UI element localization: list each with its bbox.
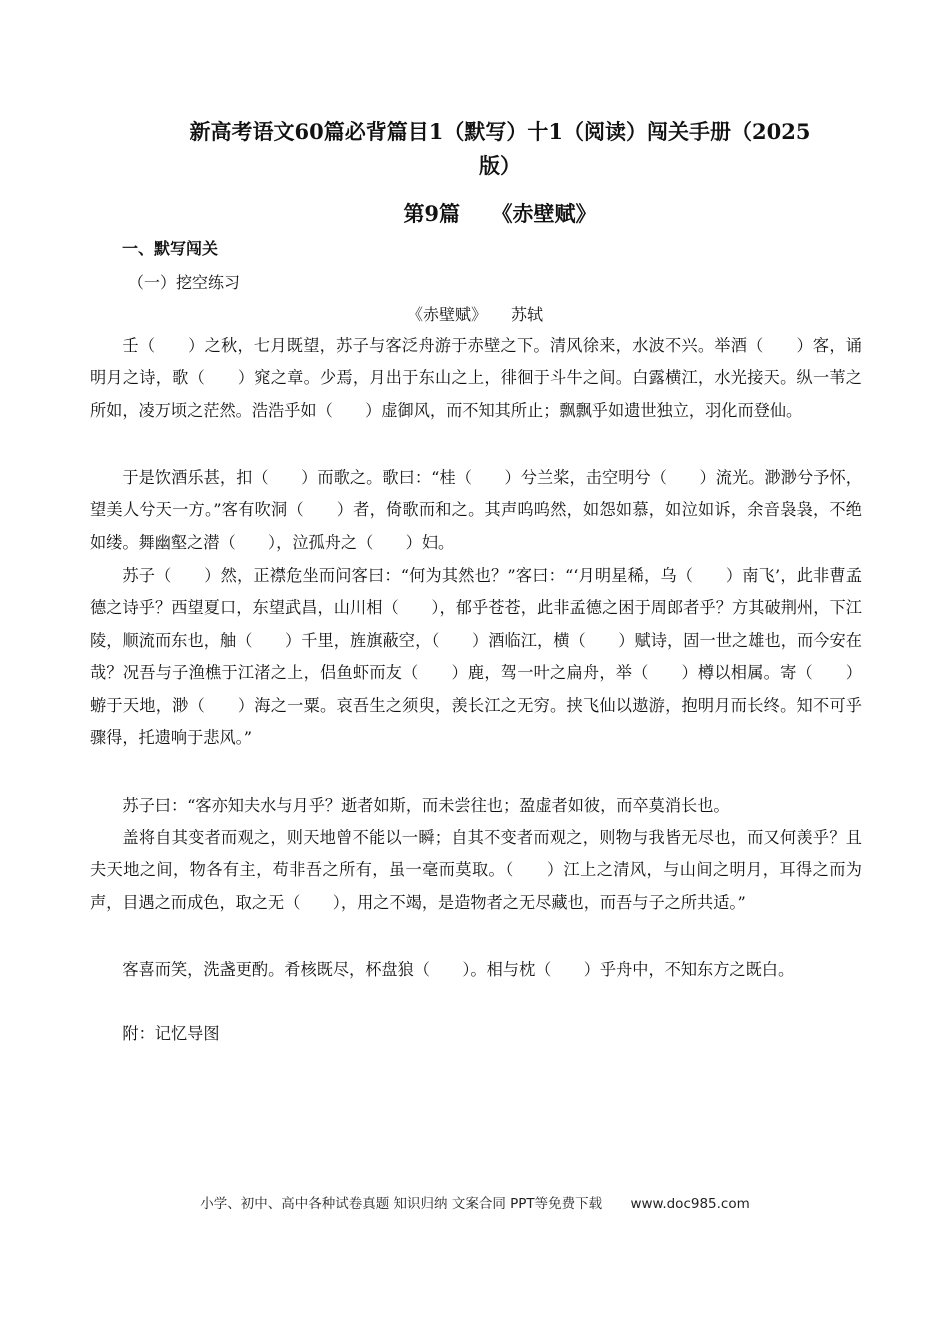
footer [90,1192,860,1212]
chapter-title: 第9篇 《赤壁赋》 [403,201,597,226]
memory-map-note: 附：记忆导图 [122,1024,220,1043]
section-heading: 一、默写闯关 [122,239,219,258]
text-title-author: 《赤壁赋》 苏轼 [406,305,543,324]
paragraph-2: 于是饮酒乐甚，扣（ ）而歌之。歌曰：“桂（ ）兮兰桨，击空明兮（ ）流光。渺渺兮予怀，望美人兮天一方。”客有吹洞（ ）者，倚歌而和之。其声呜呜然，如怨如慕，如泣如诉，余音袅袅，不绝如缕。舞幽壑之潜（ ），泣孤舟之（ ）妇。 [90,468,862,552]
paragraph-5: 盖将自其变者而观之，则天地曾不能以一瞬；自其不变者而观之，则物与我皆无尽也，而又何羡乎？且夫天地之间，物各有主，苟非吾之所有，虽一毫而莫取。（ ）江上之清风，与山间之明月，耳得之而为声，目遇之而成色，取之无（ ），用之不竭，是造物者之无尽藏也，而吾与子之所共适。” [90,828,862,912]
paragraph-1: 壬（ ）之秋，七月既望，苏子与客泛舟游于赤壁之下。清风徐来，水波不兴。举酒（ ）客，诵明月之诗，歌（ ）窕之章。少焉，月出于东山之上，徘徊于斗牛之间。白露横江，水光接天。纵一苇之所如，凌万顷之茫然。浩浩乎如（ ）虚御风，而不知其所止；飘飘乎如遗世独立，羽化而登仙。 [90,336,862,420]
footer-text: 小学、初中、高中各种试卷真题 知识归纳 文案合同 PPT等免费下载 [200,1196,603,1212]
paragraph-6: 客喜而笑，洗盏更酌。肴核既尽，杯盘狼（ ）。相与枕（ ）乎舟中，不知东方之既白。 [122,960,795,979]
paragraph-3: 苏子（ ）然，正襟危坐而问客曰：“何为其然也？”客曰：“‘月明星稀，乌（ ）南飞’，此非曹孟德之诗乎？西望夏口，东望武昌，山川相（ ），郁乎苍苍，此非孟德之困于周郎者乎？方其破荆州，下江陵，顺流而东也，舳（ ）千里，旌旗蔽空，（ ）酒临江，横（ ）赋诗，固一世之雄也，而今安在哉？况吾与子渔樵于江渚之上，侣鱼虾而友（ ）鹿，驾一叶之扁舟，举（ ）樽以相属。寄（ ）蝣于天地，渺（ ）海之一粟。哀吾生之须臾，羡长江之无穷。挟飞仙以遨游，抱明月而长终。知不可乎骤得，托遗响于悲风。” [90,566,862,748]
document-title-line1: 新高考语文60篇必背篇目1（默写）十1（阅读）闯关手册（2025 [189,119,811,144]
footer-url[interactable]: www.doc985.com [630,1196,750,1212]
subsection-heading: （一）挖空练习 [128,273,241,292]
paragraph-4: 苏子曰：“客亦知夫水与月乎？逝者如斯，而未尝往也；盈虚者如彼，而卒莫消长也。 [122,796,730,815]
document-title-line2: 版） [479,153,521,178]
